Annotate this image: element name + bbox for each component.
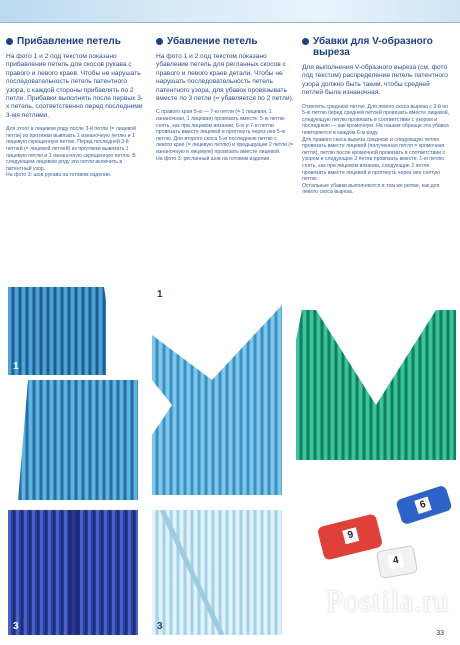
bullet-icon — [6, 38, 13, 45]
knit-photo-decrease-3 — [152, 510, 282, 635]
counter-digit: 6 — [414, 496, 432, 514]
heading-text: Убавление петель — [167, 36, 258, 47]
knit-photo-increase-2 — [8, 380, 138, 500]
knit-texture — [8, 287, 138, 375]
counter-white — [376, 545, 418, 579]
watermark — [290, 575, 455, 627]
page-number: 33 — [436, 630, 444, 637]
heading-text: Прибавление петель — [17, 36, 121, 47]
small-paragraph: Для этого в лицевом ряду после 3-й петли (= лицевой петли) из протяжки вывязать 1 изнаночную петлю и 1 лицевую скрещенную петлю. Перед последней 3-й петлей (= лицевой петлей) из протяжки вывязать 1 лицевую петлю и 1 изнаночную скрещенную петлю. В следующем лицевом ряду эти петли включить в патентный узор. На фото 3: шов рукава на готовом изделии. — [6, 126, 136, 179]
bullet-icon — [302, 38, 309, 45]
small-paragraph: С правого края 5-ю — 7-ю петли (= 1 лицевая, 1 изнаночная, 1 лицевая) провязать вместе. 5-ю петлю снять, как при лицевом вязании, 6-ю и 7-ю петли провязать вместе лицевой и протянуть через нее 5-ю петлю. Для второго скоса 5-ю последнюю петлю с левого края (= лицевую петлю) и предыдущие 2 петли (= изнаночную и лицевую) провязать вместе лицевой. На фото 3: регланный шов на готовом изделии. — [156, 109, 294, 162]
photo-number: 1 — [13, 361, 19, 372]
counter-blue — [395, 485, 452, 526]
photo-number: 1 — [157, 289, 163, 300]
column-heading — [302, 36, 450, 58]
counter-digit: 9 — [342, 527, 359, 544]
photo-number: 2 — [13, 486, 19, 497]
column-decrease — [156, 36, 294, 162]
small-paragraph: Отметить среднюю петлю. Для левого скоса выреза с 3-й по 5-ю петлю перед средней петлей провязать вместе лицевой, следующую петлю провязать в соответствии с узором и последнюю — как кромочную. На нашем образце эта убавка повторяется в каждом 6-м ряду. Для правого скоса выреза среднюю и следующую петлю провязать вместе лицевой (полученная петля = кромочная петля), петлю после кромочной провязать в соответствии с узором и следующие 3 петли провязать вместе: 1-ю петлю снять, как при лицевом вязании, следующие 2 петли провязать вместе лицевой и протянуть через нее снятую петлю. Остальные убавки выполняются в том же ритме, как для левого скоса выреза. — [302, 103, 450, 196]
bullet-icon — [156, 38, 163, 45]
header-band — [0, 0, 460, 22]
column-heading — [6, 36, 144, 47]
counter-digit: 4 — [388, 553, 404, 569]
knit-texture — [8, 380, 138, 500]
stitch-counters — [320, 470, 460, 580]
heading-text: Убавки для V-образного выреза — [313, 36, 433, 58]
main-paragraph: На фото 1 и 2 под текстом показано убавление петель для регланных скосов с правого и левого краев детали. Чтобы не нарушать последовательность петель патентного узора, для убавок провязывать вместе по 3 петли (= убавляется по 2 петли). — [156, 53, 294, 103]
column-heading — [156, 36, 294, 47]
header-rule — [0, 22, 460, 23]
column-v-neck — [302, 36, 450, 196]
knit-photo-decrease-12 — [152, 285, 282, 495]
photo-number: 3 — [157, 621, 163, 632]
watermark-text: Postila.ru — [326, 583, 449, 618]
main-paragraph: На фото 1 и 2 под текстом показано прибавление петель для скосов рукава с правого и левого краев. Чтобы не нарушать последовательность петель патентного узора, с каждой стороны прибавлять по 2 петли. Прибавки выполнять после первых 3-х петель, соответственно перед последними 3-мя петлями. — [6, 53, 144, 119]
knit-photo-v-neck — [296, 310, 456, 460]
pushpin-icon — [290, 586, 320, 616]
photo-number: 3 — [13, 621, 19, 632]
knit-texture — [8, 510, 138, 635]
knit-texture — [296, 310, 456, 460]
knit-texture — [152, 510, 282, 635]
knit-texture — [152, 285, 282, 495]
knit-photo-increase-1 — [8, 287, 138, 375]
main-paragraph: Для выполнения V-образного выреза (см. фото под текстом) распределение петель патентного узора должно быть таким, чтобы средней петлей была изнаночная. — [302, 64, 448, 97]
column-increase — [6, 36, 144, 179]
knit-photo-increase-3 — [8, 510, 138, 635]
counter-red — [317, 513, 383, 561]
